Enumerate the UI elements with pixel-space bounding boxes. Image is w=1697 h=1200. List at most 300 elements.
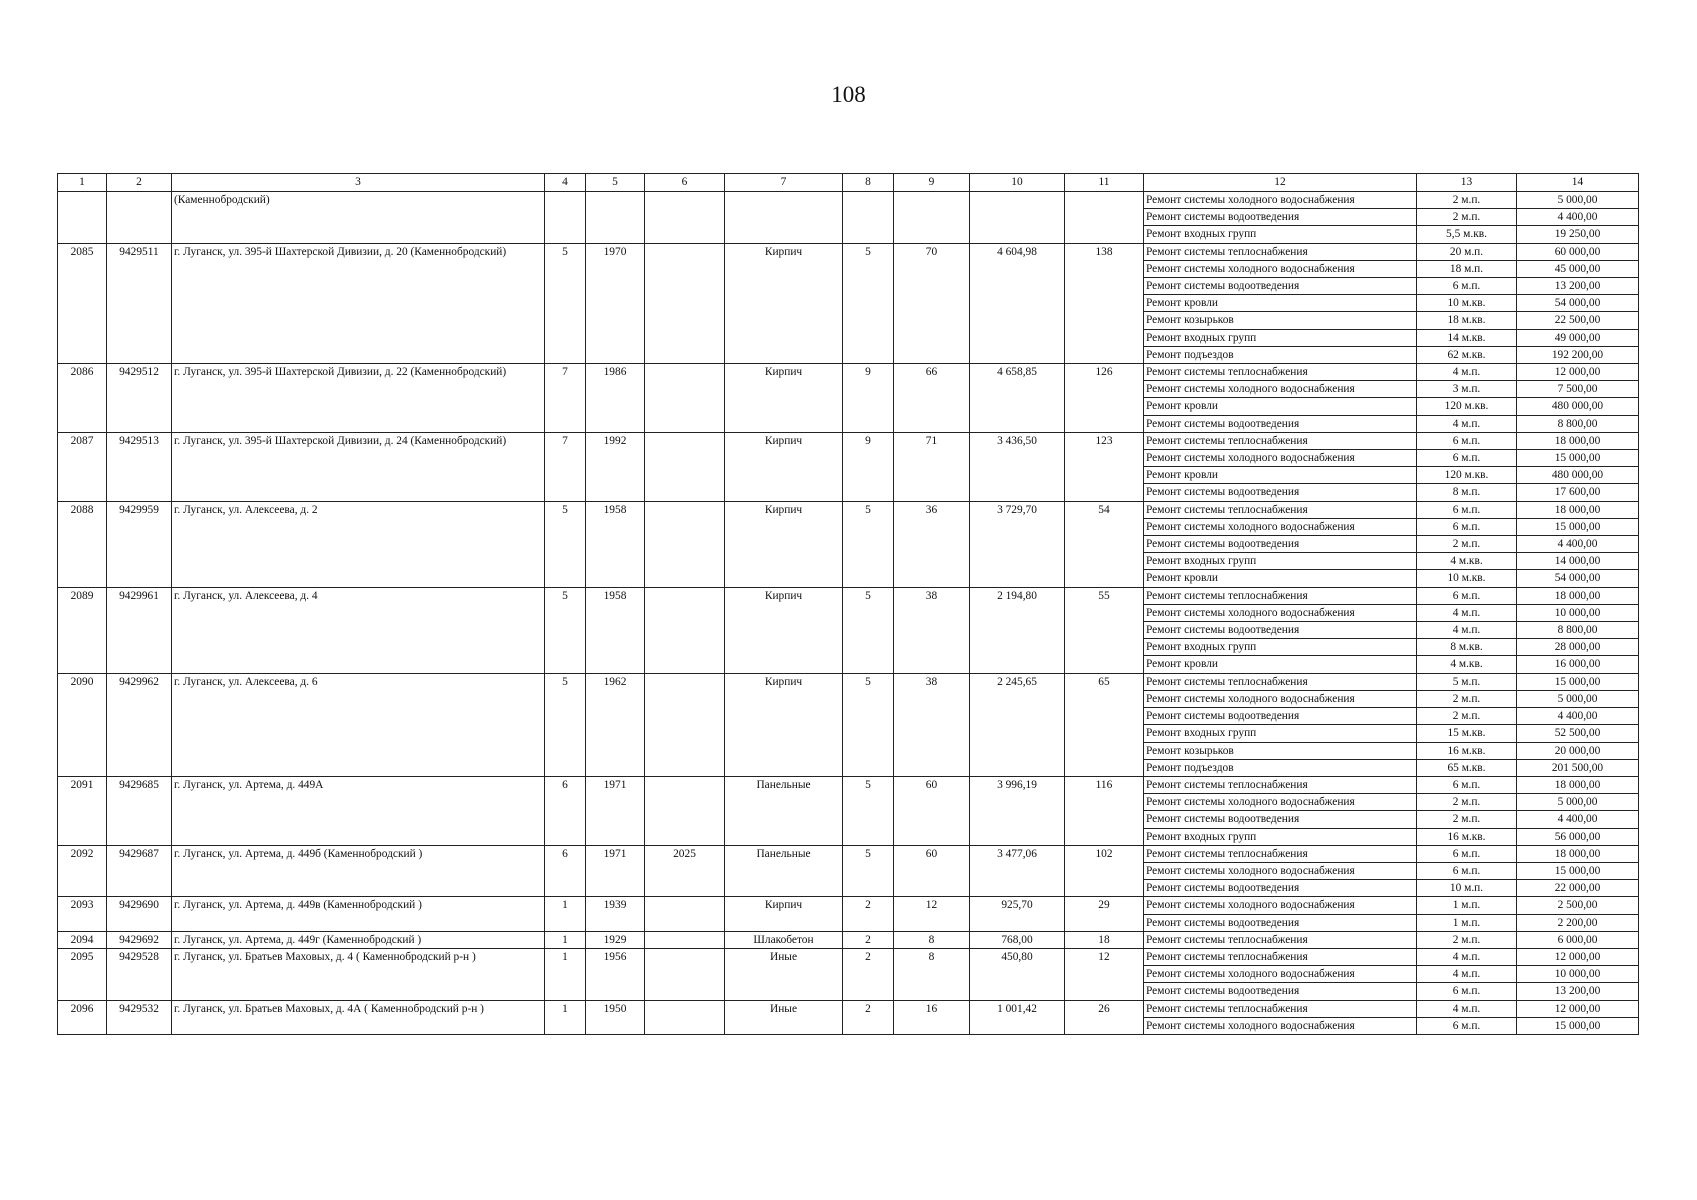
work-cost: 15 000,00 [1517, 1017, 1639, 1034]
row-number: 2092 [58, 845, 107, 897]
year-built: 1929 [586, 931, 645, 948]
work-volume: 6 м.п. [1417, 776, 1517, 793]
work-type: Ремонт системы водоотведения [1144, 708, 1417, 725]
wall-material: Кирпич [725, 243, 843, 363]
row-number: 2095 [58, 948, 107, 1000]
residents-value [1065, 192, 1144, 244]
work-cost: 15 000,00 [1517, 673, 1639, 690]
entrances-value [843, 192, 894, 244]
page-number: 108 [831, 82, 866, 107]
area-value: 2 194,80 [970, 587, 1065, 673]
residents-value: 29 [1065, 897, 1144, 931]
work-volume: 4 м.п. [1417, 364, 1517, 381]
building-code: 9429685 [107, 776, 172, 845]
column-header: 4 [545, 174, 586, 192]
work-volume: 18 м.п. [1417, 260, 1517, 277]
work-type: Ремонт системы теплоснабжения [1144, 1000, 1417, 1017]
column-header: 5 [586, 174, 645, 192]
work-cost: 4 400,00 [1517, 708, 1639, 725]
work-volume: 2 м.п. [1417, 708, 1517, 725]
row-number: 2089 [58, 587, 107, 673]
work-type: Ремонт системы водоотведения [1144, 415, 1417, 432]
residents-value: 123 [1065, 432, 1144, 501]
year-value [645, 243, 725, 363]
address: г. Луганск, ул. Алексеева, д. 4 [172, 587, 545, 673]
table-row [58, 192, 1639, 209]
column-header: 1 [58, 174, 107, 192]
entrances-value: 2 [843, 931, 894, 948]
area-value: 3 436,50 [970, 432, 1065, 501]
table-row [58, 1000, 1639, 1017]
row-number: 2086 [58, 364, 107, 433]
floors-value: 6 [545, 776, 586, 845]
work-cost: 15 000,00 [1517, 862, 1639, 879]
work-cost: 18 000,00 [1517, 432, 1639, 449]
work-volume: 6 м.п. [1417, 862, 1517, 879]
work-type: Ремонт системы водоотведения [1144, 536, 1417, 553]
year-built: 1971 [586, 845, 645, 897]
entrances-value: 5 [843, 776, 894, 845]
address: г. Луганск, ул. Алексеева, д. 6 [172, 673, 545, 776]
year-value [645, 501, 725, 587]
work-type: Ремонт козырьков [1144, 312, 1417, 329]
year-value [645, 1000, 725, 1034]
work-type: Ремонт системы теплоснабжения [1144, 432, 1417, 449]
address: г. Луганск, ул. Артема, д. 449А [172, 776, 545, 845]
work-type: Ремонт кровли [1144, 570, 1417, 587]
area-value: 2 245,65 [970, 673, 1065, 776]
work-volume: 15 м.кв. [1417, 725, 1517, 742]
year-built: 1970 [586, 243, 645, 363]
apartments-value: 60 [894, 776, 970, 845]
year-value [645, 776, 725, 845]
work-cost: 28 000,00 [1517, 639, 1639, 656]
work-cost: 17 600,00 [1517, 484, 1639, 501]
work-type: Ремонт кровли [1144, 467, 1417, 484]
wall-material: Кирпич [725, 501, 843, 587]
work-cost: 15 000,00 [1517, 518, 1639, 535]
entrances-value: 5 [843, 243, 894, 363]
residents-value: 116 [1065, 776, 1144, 845]
year-value [645, 931, 725, 948]
work-cost: 60 000,00 [1517, 243, 1639, 260]
table-row [58, 243, 1639, 260]
year-value: 2025 [645, 845, 725, 897]
row-number: 2090 [58, 673, 107, 776]
apartments-value: 8 [894, 948, 970, 1000]
residents-value: 102 [1065, 845, 1144, 897]
area-value: 4 604,98 [970, 243, 1065, 363]
work-type: Ремонт системы водоотведения [1144, 914, 1417, 931]
table-row [58, 948, 1639, 965]
work-cost: 45 000,00 [1517, 260, 1639, 277]
year-built: 1992 [586, 432, 645, 501]
work-cost: 10 000,00 [1517, 604, 1639, 621]
work-cost: 192 200,00 [1517, 346, 1639, 363]
building-code: 9429959 [107, 501, 172, 587]
repair-schedule-table [57, 173, 1639, 1035]
apartments-value: 60 [894, 845, 970, 897]
work-cost: 14 000,00 [1517, 553, 1639, 570]
address: г. Луганск, ул. Алексеева, д. 2 [172, 501, 545, 587]
work-type: Ремонт системы теплоснабжения [1144, 501, 1417, 518]
floors-value: 1 [545, 931, 586, 948]
entrances-value: 5 [843, 587, 894, 673]
work-type: Ремонт входных групп [1144, 639, 1417, 656]
table-row [58, 776, 1639, 793]
floors-value: 7 [545, 432, 586, 501]
work-type: Ремонт системы холодного водоснабжения [1144, 966, 1417, 983]
work-cost: 52 500,00 [1517, 725, 1639, 742]
work-type: Ремонт входных групп [1144, 725, 1417, 742]
work-type: Ремонт кровли [1144, 398, 1417, 415]
work-type: Ремонт системы теплоснабжения [1144, 931, 1417, 948]
table-row [58, 587, 1639, 604]
work-type: Ремонт системы водоотведения [1144, 622, 1417, 639]
work-cost: 480 000,00 [1517, 398, 1639, 415]
year-built: 1958 [586, 587, 645, 673]
work-cost: 15 000,00 [1517, 450, 1639, 467]
residents-value: 65 [1065, 673, 1144, 776]
work-type: Ремонт входных групп [1144, 226, 1417, 243]
area-value: 3 477,06 [970, 845, 1065, 897]
work-cost: 8 800,00 [1517, 415, 1639, 432]
work-type: Ремонт системы холодного водоснабжения [1144, 604, 1417, 621]
entrances-value: 2 [843, 897, 894, 931]
year-built: 1971 [586, 776, 645, 845]
work-type: Ремонт системы водоотведения [1144, 880, 1417, 897]
work-volume: 120 м.кв. [1417, 398, 1517, 415]
work-cost: 54 000,00 [1517, 295, 1639, 312]
work-volume: 20 м.п. [1417, 243, 1517, 260]
building-code [107, 192, 172, 244]
work-volume: 62 м.кв. [1417, 346, 1517, 363]
building-code: 9429690 [107, 897, 172, 931]
work-volume: 6 м.п. [1417, 983, 1517, 1000]
work-type: Ремонт системы теплоснабжения [1144, 948, 1417, 965]
wall-material: Кирпич [725, 897, 843, 931]
work-volume: 16 м.кв. [1417, 742, 1517, 759]
work-type: Ремонт входных групп [1144, 553, 1417, 570]
work-type: Ремонт системы холодного водоснабжения [1144, 260, 1417, 277]
address: г. Луганск, ул. Артема, д. 449в (Каменнобродский ) [172, 897, 545, 931]
wall-material: Кирпич [725, 432, 843, 501]
area-value: 3 996,19 [970, 776, 1065, 845]
work-volume: 65 м.кв. [1417, 759, 1517, 776]
floors-value: 1 [545, 897, 586, 931]
work-cost: 480 000,00 [1517, 467, 1639, 484]
apartments-value: 38 [894, 673, 970, 776]
apartments-value: 12 [894, 897, 970, 931]
column-header: 7 [725, 174, 843, 192]
entrances-value: 9 [843, 364, 894, 433]
work-type: Ремонт системы холодного водоснабжения [1144, 862, 1417, 879]
area-value [970, 192, 1065, 244]
column-header: 10 [970, 174, 1065, 192]
table-row [58, 364, 1639, 381]
area-value: 450,80 [970, 948, 1065, 1000]
apartments-value: 66 [894, 364, 970, 433]
column-header: 3 [172, 174, 545, 192]
work-volume: 4 м.п. [1417, 966, 1517, 983]
table-row [58, 501, 1639, 518]
work-cost: 6 000,00 [1517, 931, 1639, 948]
year-value [645, 897, 725, 931]
work-volume: 5,5 м.кв. [1417, 226, 1517, 243]
address: г. Луганск, ул. Артема, д. 449б (Каменнобродский ) [172, 845, 545, 897]
work-volume: 2 м.п. [1417, 931, 1517, 948]
residents-value: 138 [1065, 243, 1144, 363]
work-cost: 12 000,00 [1517, 1000, 1639, 1017]
work-volume: 5 м.п. [1417, 673, 1517, 690]
column-header: 6 [645, 174, 725, 192]
building-code: 9429692 [107, 931, 172, 948]
work-type: Ремонт системы теплоснабжения [1144, 673, 1417, 690]
work-cost: 16 000,00 [1517, 656, 1639, 673]
table-row [58, 931, 1639, 948]
wall-material: Иные [725, 1000, 843, 1034]
work-type: Ремонт системы холодного водоснабжения [1144, 1017, 1417, 1034]
work-volume: 2 м.п. [1417, 209, 1517, 226]
work-volume: 6 м.п. [1417, 518, 1517, 535]
work-type: Ремонт системы водоотведения [1144, 811, 1417, 828]
work-volume: 2 м.п. [1417, 192, 1517, 209]
floors-value: 1 [545, 1000, 586, 1034]
work-volume: 1 м.п. [1417, 914, 1517, 931]
work-volume: 6 м.п. [1417, 501, 1517, 518]
work-volume: 10 м.п. [1417, 880, 1517, 897]
work-volume: 4 м.п. [1417, 948, 1517, 965]
table-row [58, 897, 1639, 914]
building-code: 9429511 [107, 243, 172, 363]
floors-value: 5 [545, 587, 586, 673]
address: г. Луганск, ул. Братьев Маховых, д. 4 ( Каменнобродский р-н ) [172, 948, 545, 1000]
work-type: Ремонт кровли [1144, 656, 1417, 673]
year-value [645, 587, 725, 673]
work-volume: 120 м.кв. [1417, 467, 1517, 484]
floors-value: 5 [545, 243, 586, 363]
work-cost: 18 000,00 [1517, 776, 1639, 793]
work-cost: 10 000,00 [1517, 966, 1639, 983]
building-code: 9429687 [107, 845, 172, 897]
floors-value: 5 [545, 673, 586, 776]
work-cost: 4 400,00 [1517, 811, 1639, 828]
wall-material: Панельные [725, 845, 843, 897]
work-cost: 13 200,00 [1517, 278, 1639, 295]
year-value [645, 673, 725, 776]
work-cost: 201 500,00 [1517, 759, 1639, 776]
work-cost: 2 200,00 [1517, 914, 1639, 931]
area-value: 3 729,70 [970, 501, 1065, 587]
work-volume: 2 м.п. [1417, 811, 1517, 828]
work-type: Ремонт системы холодного водоснабжения [1144, 518, 1417, 535]
row-number: 2087 [58, 432, 107, 501]
work-type: Ремонт входных групп [1144, 329, 1417, 346]
work-type: Ремонт системы холодного водоснабжения [1144, 690, 1417, 707]
work-volume: 2 м.п. [1417, 690, 1517, 707]
column-header: 12 [1144, 174, 1417, 192]
work-type: Ремонт входных групп [1144, 828, 1417, 845]
apartments-value [894, 192, 970, 244]
work-volume: 10 м.кв. [1417, 295, 1517, 312]
address: г. Луганск, ул. 395-й Шахтерской Дивизии, д. 24 (Каменнобродский) [172, 432, 545, 501]
work-cost: 22 000,00 [1517, 880, 1639, 897]
building-code: 9429962 [107, 673, 172, 776]
work-cost: 22 500,00 [1517, 312, 1639, 329]
work-type: Ремонт системы холодного водоснабжения [1144, 897, 1417, 914]
year-built: 1939 [586, 897, 645, 931]
work-type: Ремонт системы теплоснабжения [1144, 776, 1417, 793]
work-volume: 4 м.п. [1417, 415, 1517, 432]
table-row [58, 432, 1639, 449]
residents-value: 126 [1065, 364, 1144, 433]
work-type: Ремонт системы водоотведения [1144, 983, 1417, 1000]
column-header: 9 [894, 174, 970, 192]
work-volume: 1 м.п. [1417, 897, 1517, 914]
work-cost: 13 200,00 [1517, 983, 1639, 1000]
year-built [586, 192, 645, 244]
work-type: Ремонт системы водоотведения [1144, 484, 1417, 501]
floors-value: 6 [545, 845, 586, 897]
building-code: 9429961 [107, 587, 172, 673]
header-row [58, 174, 1639, 192]
apartments-value: 16 [894, 1000, 970, 1034]
floors-value: 7 [545, 364, 586, 433]
work-type: Ремонт системы теплоснабжения [1144, 364, 1417, 381]
work-cost: 18 000,00 [1517, 501, 1639, 518]
apartments-value: 38 [894, 587, 970, 673]
work-volume: 4 м.п. [1417, 1000, 1517, 1017]
work-volume: 10 м.кв. [1417, 570, 1517, 587]
work-type: Ремонт системы теплоснабжения [1144, 587, 1417, 604]
work-volume: 2 м.п. [1417, 536, 1517, 553]
entrances-value: 2 [843, 1000, 894, 1034]
apartments-value: 36 [894, 501, 970, 587]
row-number: 2091 [58, 776, 107, 845]
column-header: 8 [843, 174, 894, 192]
work-type: Ремонт системы холодного водоснабжения [1144, 450, 1417, 467]
wall-material [725, 192, 843, 244]
work-volume: 4 м.кв. [1417, 553, 1517, 570]
work-volume: 6 м.п. [1417, 450, 1517, 467]
work-volume: 6 м.п. [1417, 587, 1517, 604]
table-row [58, 845, 1639, 862]
apartments-value: 8 [894, 931, 970, 948]
work-type: Ремонт кровли [1144, 295, 1417, 312]
floors-value: 5 [545, 501, 586, 587]
wall-material: Панельные [725, 776, 843, 845]
wall-material: Кирпич [725, 364, 843, 433]
row-number: 2088 [58, 501, 107, 587]
work-type: Ремонт системы теплоснабжения [1144, 845, 1417, 862]
residents-value: 18 [1065, 931, 1144, 948]
entrances-value: 5 [843, 845, 894, 897]
work-volume: 6 м.п. [1417, 432, 1517, 449]
wall-material: Шлакобетон [725, 931, 843, 948]
work-cost: 8 800,00 [1517, 622, 1639, 639]
apartments-value: 70 [894, 243, 970, 363]
floors-value [545, 192, 586, 244]
row-number: 2093 [58, 897, 107, 931]
work-volume: 8 м.п. [1417, 484, 1517, 501]
year-value [645, 948, 725, 1000]
building-code: 9429528 [107, 948, 172, 1000]
work-cost: 49 000,00 [1517, 329, 1639, 346]
work-cost: 5 000,00 [1517, 794, 1639, 811]
work-volume: 6 м.п. [1417, 845, 1517, 862]
work-cost: 5 000,00 [1517, 690, 1639, 707]
building-code: 9429532 [107, 1000, 172, 1034]
area-value: 925,70 [970, 897, 1065, 931]
year-value [645, 432, 725, 501]
work-volume: 3 м.п. [1417, 381, 1517, 398]
table-row [58, 673, 1639, 690]
work-type: Ремонт системы водоотведения [1144, 209, 1417, 226]
row-number: 2085 [58, 243, 107, 363]
work-cost: 7 500,00 [1517, 381, 1639, 398]
work-type: Ремонт системы водоотведения [1144, 278, 1417, 295]
work-type: Ремонт козырьков [1144, 742, 1417, 759]
column-header: 11 [1065, 174, 1144, 192]
work-type: Ремонт системы теплоснабжения [1144, 243, 1417, 260]
work-cost: 12 000,00 [1517, 948, 1639, 965]
row-number: 2094 [58, 931, 107, 948]
year-built: 1958 [586, 501, 645, 587]
work-volume: 6 м.п. [1417, 278, 1517, 295]
work-cost: 20 000,00 [1517, 742, 1639, 759]
work-volume: 4 м.кв. [1417, 656, 1517, 673]
address: г. Луганск, ул. 395-й Шахтерской Дивизии, д. 20 (Каменнобродский) [172, 243, 545, 363]
work-cost: 18 000,00 [1517, 845, 1639, 862]
row-number [58, 192, 107, 244]
apartments-value: 71 [894, 432, 970, 501]
year-built: 1962 [586, 673, 645, 776]
work-volume: 8 м.кв. [1417, 639, 1517, 656]
entrances-value: 5 [843, 501, 894, 587]
address: (Каменнобродский) [172, 192, 545, 244]
address: г. Луганск, ул. Братьев Маховых, д. 4А ( Каменнобродский р-н ) [172, 1000, 545, 1034]
work-type: Ремонт системы холодного водоснабжения [1144, 794, 1417, 811]
area-value: 4 658,85 [970, 364, 1065, 433]
work-volume: 2 м.п. [1417, 794, 1517, 811]
residents-value: 12 [1065, 948, 1144, 1000]
floors-value: 1 [545, 948, 586, 1000]
wall-material: Кирпич [725, 587, 843, 673]
work-volume: 4 м.п. [1417, 604, 1517, 621]
work-cost: 4 400,00 [1517, 536, 1639, 553]
area-value: 1 001,42 [970, 1000, 1065, 1034]
work-type: Ремонт системы холодного водоснабжения [1144, 381, 1417, 398]
column-header: 13 [1417, 174, 1517, 192]
entrances-value: 9 [843, 432, 894, 501]
year-built: 1950 [586, 1000, 645, 1034]
building-code: 9429512 [107, 364, 172, 433]
work-type: Ремонт подъездов [1144, 759, 1417, 776]
work-volume: 18 м.кв. [1417, 312, 1517, 329]
work-cost: 54 000,00 [1517, 570, 1639, 587]
work-volume: 6 м.п. [1417, 1017, 1517, 1034]
address: г. Луганск, ул. Артема, д. 449г (Каменнобродский ) [172, 931, 545, 948]
residents-value: 54 [1065, 501, 1144, 587]
work-cost: 4 400,00 [1517, 209, 1639, 226]
wall-material: Кирпич [725, 673, 843, 776]
residents-value: 26 [1065, 1000, 1144, 1034]
entrances-value: 2 [843, 948, 894, 1000]
residents-value: 55 [1065, 587, 1144, 673]
work-volume: 4 м.п. [1417, 622, 1517, 639]
work-cost: 2 500,00 [1517, 897, 1639, 914]
work-volume: 16 м.кв. [1417, 828, 1517, 845]
